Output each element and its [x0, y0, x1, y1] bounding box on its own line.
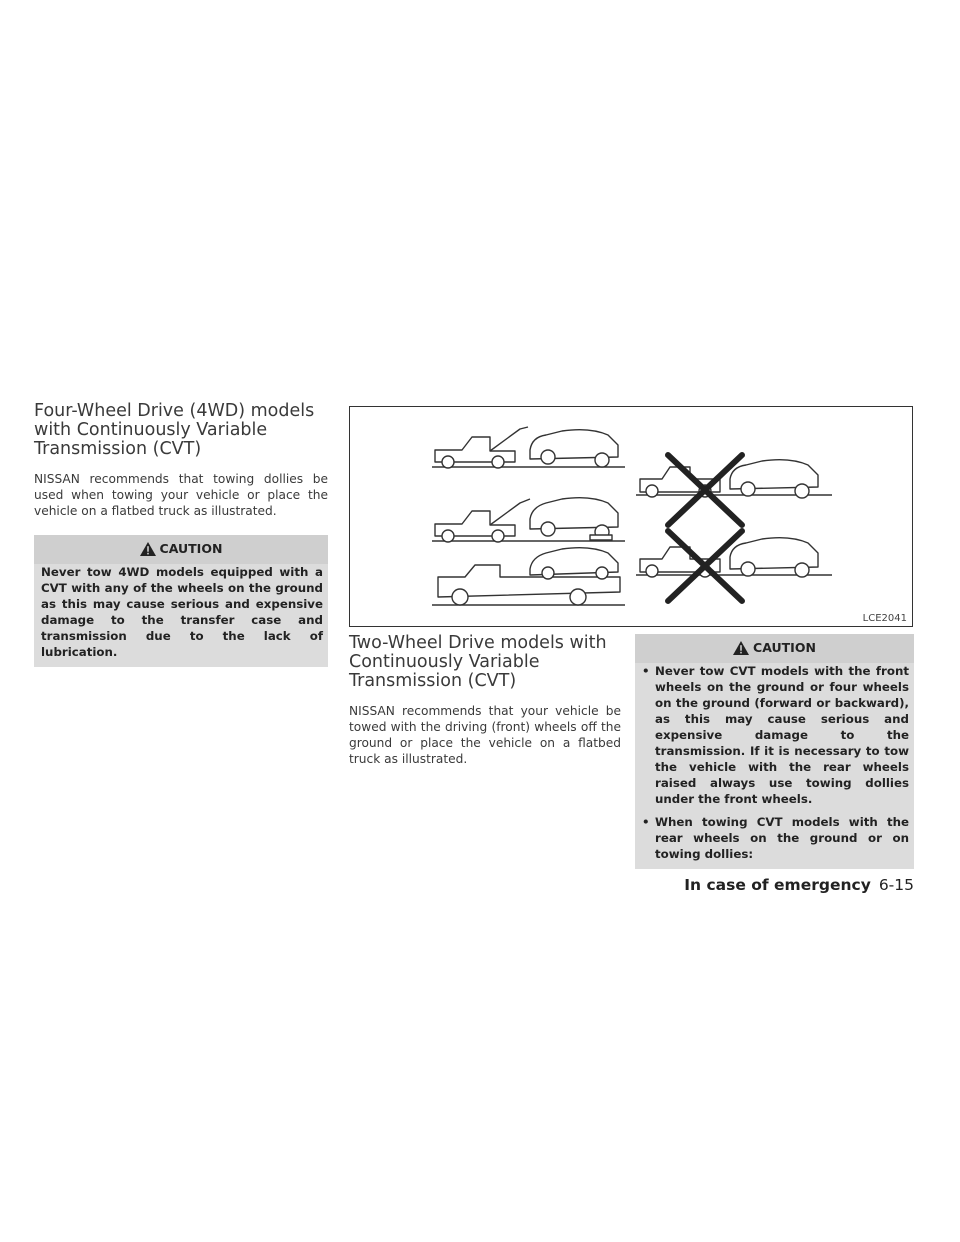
towing-methods-diagram	[350, 407, 912, 626]
list-item: • Never tow CVT models with the front wheels on the ground or four wheels on the ground (forward or backward), as this may cause serious and expensive damage to the transmission. If it is necessary to tow the vehicle with the rear wheels raised always use towing dollies under the front wheels.	[635, 663, 914, 807]
section-2wd	[349, 634, 621, 767]
section-body-2wd: NISSAN recommends that your vehicle be towed with the driving (front) wheels off the ground or place the vehicle on a flatbed truck as illustrated.	[349, 704, 621, 766]
section-heading-4wd: Four-Wheel Drive (4WD) models with Continuously Variable Transmission (CVT)	[34, 401, 315, 459]
caution-list	[635, 663, 914, 862]
section-heading-2wd: Two-Wheel Drive models with Continuously Variable Transmission (CVT)	[349, 633, 607, 691]
caution-label: CAUTION	[753, 640, 816, 655]
footer-section-title: In case of emergency	[684, 876, 871, 894]
section-4wd	[34, 402, 328, 667]
caution-header	[34, 535, 328, 564]
towing-illustration	[349, 406, 913, 627]
figure-id: LCE2041	[862, 613, 907, 624]
warning-icon	[140, 542, 156, 556]
list-item: • When towing CVT models with the rear wheels on the ground or on towing dollies:	[635, 814, 914, 862]
warning-icon	[733, 641, 749, 655]
page-footer	[684, 876, 914, 894]
caution-box-4wd	[34, 535, 328, 667]
caution-box-2wd	[635, 634, 914, 869]
caution-text-4wd: Never tow 4WD models equipped with a CVT with any of the wheels on the ground as this may cause serious and expensive damage to the transfer case and transmission due to the lack of lubrication.	[41, 565, 323, 659]
section-body-4wd: NISSAN recommends that towing dollies be used when towing your vehicle or place the vehicle on a flatbed truck as illustrated.	[34, 472, 328, 518]
caution-header	[635, 634, 914, 663]
page-number: 6-15	[878, 876, 914, 894]
caution-label: CAUTION	[159, 541, 223, 556]
caution-2wd-column	[635, 634, 914, 869]
